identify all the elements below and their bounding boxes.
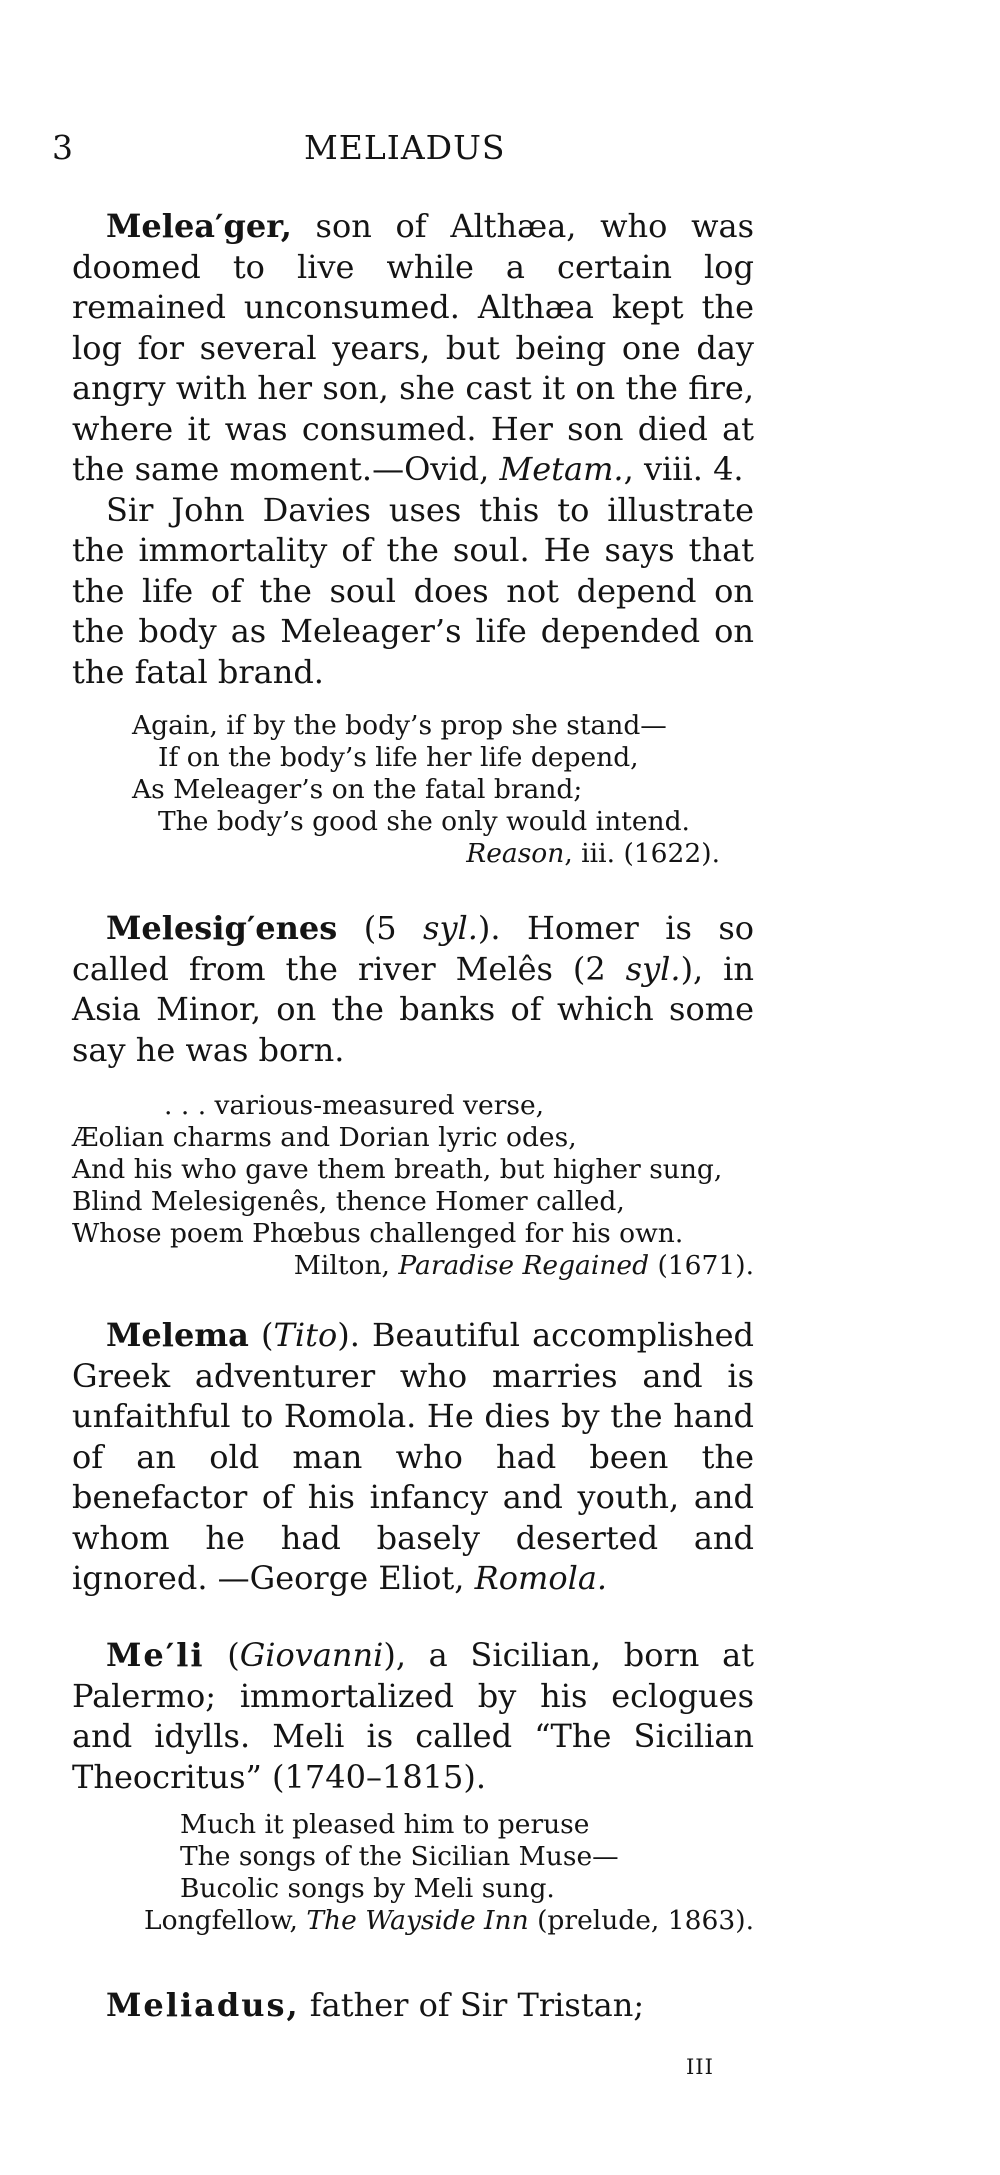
verse-line: Æolian charms and Dorian lyric odes,	[72, 1122, 577, 1153]
entry-paragraph: Sir John Davies uses this to illustrate the immortality of the soul. He says that the life of the soul does not depend on the body as Meleager’s life depended on the fatal brand.	[72, 490, 754, 691]
verse-line: If on the body’s life her life depend,	[158, 742, 639, 773]
citation-title: Reason	[466, 838, 565, 869]
citation-ref: (prelude, 1863).	[528, 1905, 754, 1936]
citation-ref: (1671).	[649, 1250, 754, 1281]
page-header	[0, 128, 1000, 178]
verse-quote-meleager	[132, 710, 722, 870]
citation-title: The Wayside Inn	[306, 1905, 529, 1936]
verse-citation	[132, 838, 722, 870]
verse-line: And his who gave them breath, but higher sung,	[72, 1154, 723, 1185]
verse-quote-melesigenes	[72, 1090, 754, 1282]
signature-mark: III	[686, 2055, 714, 2079]
entry-meli	[72, 1635, 754, 1797]
verse-line: Again, if by the body’s prop she stand—	[132, 710, 667, 741]
entry-meleager	[72, 206, 754, 692]
headword: Melesig′enes	[106, 909, 338, 947]
headword: Melema	[106, 1316, 249, 1354]
entry-text: father of Sir Tristan;	[299, 1986, 645, 2024]
entry-body	[72, 206, 754, 490]
verse-line: Blind Melesigenês, thence Homer called,	[72, 1186, 625, 1217]
verse-line: The body’s good she only would intend.	[158, 806, 690, 837]
citation-author: Milton,	[293, 1250, 399, 1281]
headword: Melea′ger,	[106, 207, 292, 245]
syllable-abbrev: syl.	[423, 909, 478, 947]
verse-line: . . . various-measured verse,	[164, 1090, 545, 1121]
citation-title: Paradise Regained	[398, 1250, 650, 1281]
entry-melesigenes	[72, 908, 754, 1070]
verse-citation	[72, 1250, 754, 1282]
entry-text: ), a Sicilian, born at Palermo; immortalized by his eclogues and idylls. Meli is called “The Sicilian Theocritus” (1740–1815).	[72, 1636, 755, 1796]
entry-melema	[72, 1315, 754, 1599]
verse-line: Whose poem Phœbus challenged for his own.	[72, 1218, 684, 1249]
entry-text: (	[204, 1636, 240, 1674]
entry-text: ). Beautiful accomplished Greek adventurer who marries and is unfaithful to Romola. He dies by the hand of an old man who had been the benefactor of his infancy and youth, and whom he had basely deserted and ignored. —George Eliot,	[72, 1316, 755, 1597]
verse-line: Bucolic songs by Meli sung.	[180, 1873, 555, 1904]
running-head: MELIADUS	[304, 128, 506, 167]
entry-meliadus	[72, 1985, 754, 2026]
citation-author: Longfellow,	[143, 1905, 307, 1936]
given-name: Tito	[273, 1316, 338, 1354]
entry-text: ), in Asia Minor, on the banks of which some say he was born.	[72, 949, 754, 1069]
entry-text: ). Homer is so called from the river Melês (2	[72, 909, 755, 988]
verse-line: The songs of the Sicilian Muse—	[180, 1841, 619, 1872]
verse-citation	[108, 1905, 754, 1937]
given-name: Giovanni	[239, 1636, 384, 1674]
entry-body	[72, 1985, 754, 2026]
syllable-abbrev: syl.	[625, 949, 681, 988]
citation-ref: , iii. (1622).	[564, 838, 720, 869]
headword: Me′li	[106, 1636, 205, 1674]
verse-line: As Meleager’s on the fatal brand;	[132, 774, 583, 805]
page-number: 3	[52, 128, 73, 167]
entry-text: (5	[337, 909, 424, 947]
entry-text: son of Althæa, who was doomed to live while a certain log remained unconsumed. Althæa kept the log for several years, but being one day angry with her son, she cast it on the fire, where it was consumed. Her son died at the same moment.—Ovid,	[72, 207, 754, 488]
source-title: Romola.	[474, 1559, 608, 1597]
verse-line: Much it pleased him to peruse	[180, 1809, 590, 1840]
source-title: Metam.	[499, 450, 624, 488]
entry-body	[72, 1635, 754, 1797]
entry-text: (	[248, 1316, 274, 1354]
headword: Meliadus,	[106, 1986, 300, 2024]
verse-quote-meli	[108, 1809, 754, 1937]
entry-body	[72, 1315, 754, 1599]
entry-body	[72, 908, 754, 1070]
source-ref: , viii. 4.	[623, 450, 744, 488]
